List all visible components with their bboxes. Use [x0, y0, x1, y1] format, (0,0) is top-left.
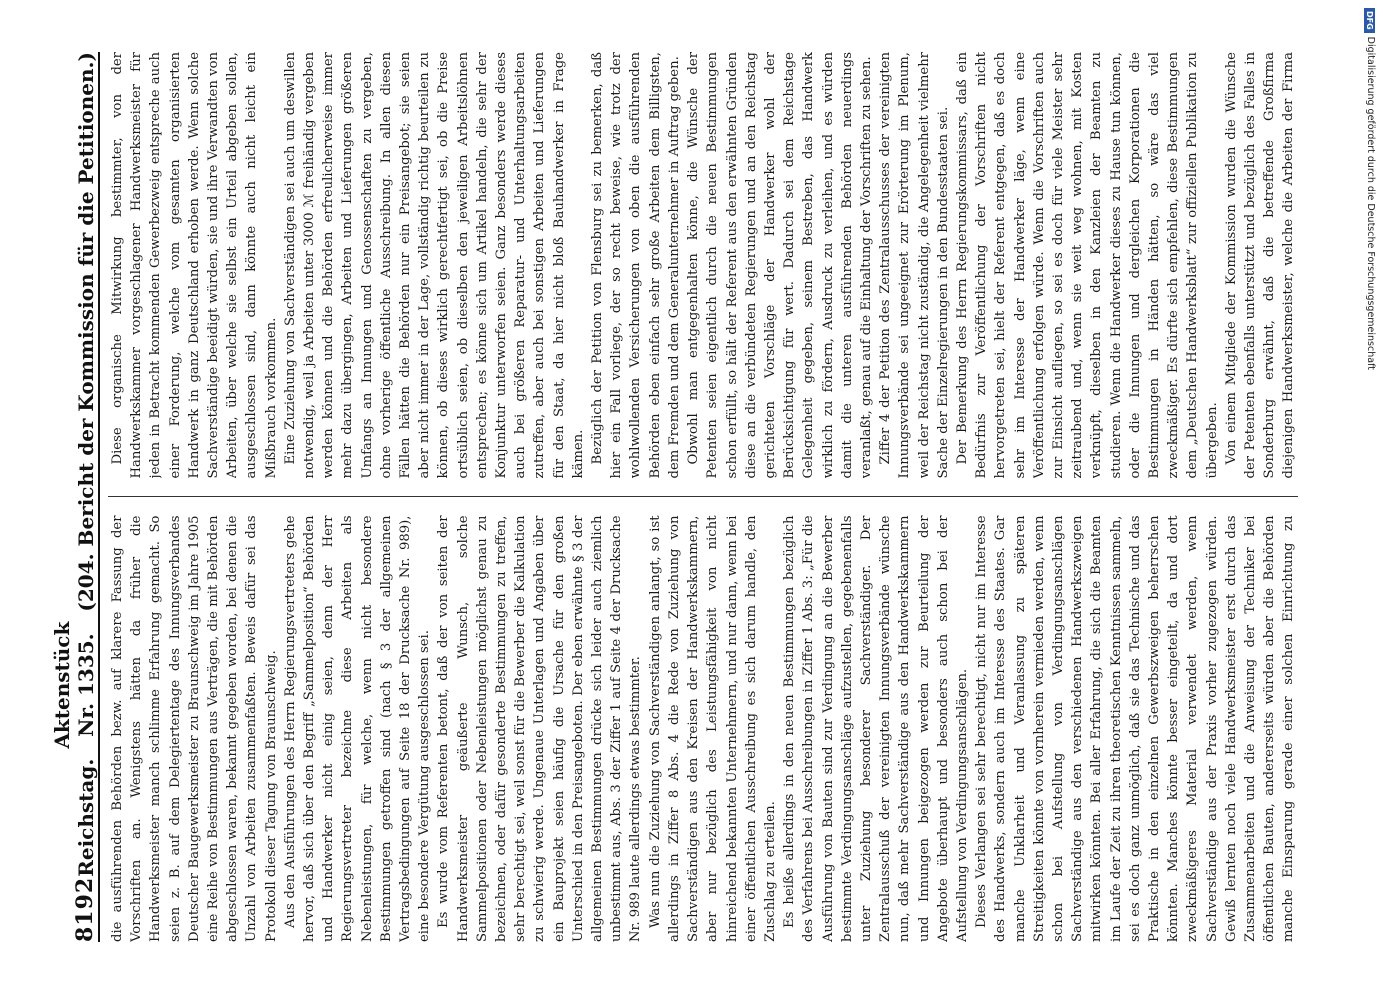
paragraph: Obwohl man entgegenhalten könne, die Wünsche der Petenten seien eigentlich durch die neuen Bestimmungen schon erfüllt, so hält der Referent aus den erwähnten Gründen diese an die verbündeten Regierungen und an den Reichstag gerichteten Vorschläge der Handwerker wohl der Berücksichtigung für wert. Dadurch sei dem Reichstage Gelegenheit gegeben, seinem Bestreben, das Handwerk wirklich zu fördern, Ausdruck zu verleihen, und es würden damit die unteren ausführenden Behörden neuerdings veranlaßt, genau auf die Einhaltung der Vorschriften zu sehen.	[686, 52, 874, 479]
paragraph: Es wurde vom Referenten betont, daß der von seiten der Handwerksmeister geäußerte Wunsch, solche Sammelpositionen oder Nebenleistungen möglichst genau zu bezeichnen, oder dafür gesonderte Bestimmungen zu treffen, sehr berechtigt sei, weil sonst für die Bewerber die Kalkulation zu schwierig werde. Ungenaue Unterlagen und Angaben über ein Bauprojekt seien häufig die Ursache für den großen Unterschied in den Preisangeboten. Der eben erwähnte § 3 der allgemeinen Bestimmungen drücke sich leider auch ziemlich unbestimmt aus, Abs. 3 der Ziffer 1 auf Seite 4 der Drucksache Nr. 989 laute allerdings etwas bestimmter.	[436, 515, 644, 942]
header-center-title: Aktenstück Nr. 1335.	[50, 621, 98, 749]
paragraph: Von einem Mitgliede der Kommission wurden die Wünsche der Petenten ebenfalls unterstützt und bezüglich des Falles in Sonderburg erwähnt, daß die betreffende Großfirma diejenigen Handwerksmeister, welche die Arbeiten der Firma	[1223, 52, 1297, 479]
column-left	[108, 516, 1298, 943]
dfg-logo-icon: DFG	[1365, 8, 1376, 33]
paragraph: Eine Zuziehung von Sachverständigen sei auch um deswillen notwendig, weil ja Arbeiten unter 3000 ℳ freihändig vergeben werden können und die Behörden erfreulicherweise immer mehr dazu übergingen, Arbeiten und Lieferungen größeren Umfangs an Innungen und Genossenschaften zu vergeben, ohne vorherige öffentliche Ausschreibung. In allen diesen Fällen hätten die Behörden nur ein Preisangebot; sie seien aber nicht immer in der Lage, vollständig richtig beurteilen zu können, ob dieses wirklich gerechtfertigt sei, ob die Preise ortsüblich seien, ob dieselben den jeweiligen Arbeitslöhnen entsprechen; es könne sich um Artikel handeln, die sehr der Konjunktur unterworfen seien. Ganz besonders werde dieses auch bei größeren Reparatur- und Unterhaltungsarbeiten zutreffen, aber auch bei sonstigen Arbeiten und Lieferungen für den Staat, da hier nicht bloß Bauhandwerker in Frage kämen.	[282, 52, 586, 479]
paragraph: Es heiße allerdings in den neuen Bestimmungen bezüglich des Verfahrens bei Ausschreibungen in Ziffer 1 Abs. 3: „Für die Ausführung von Bauten sind zur Verdingung an die Bewerber bestimmte Verdingungsanschläge aufzustellen, gegebenenfalls unter Zuziehung besonderer Sachverständiger. Der Zentralausschuß der vereinigten Innungsverbände wünsche nun, daß mehr Sachverständige aus den Handwerkskammern und Innungen beigezogen werden zur Beurteilung der Angebote überhaupt und besonders auch schon bei der Aufstellung von Verdingungsanschlägen.	[782, 515, 970, 942]
paragraph: Was nun die Zuziehung von Sachverständigen anlangt, so ist allerdings in Ziffer 8 Abs. 4 die Rede von Zuziehung von Sachverständigen aus den Kreisen der Handwerkskammern, aber nur bezüglich des Leistungsfähigkeit von nicht hinreichend bekannten Unternehmern, und nur dann, wenn bei einer öffentlichen Ausschreibung es sich darum handle, den Zuschlag zu erteilen.	[647, 515, 778, 942]
header-left-title: Reichstag.	[74, 758, 98, 877]
column-right	[108, 52, 1298, 479]
paragraph: Dieses Verlangen sei sehr berechtigt, nicht nur im Interesse des Handwerks, sondern auch im Interesse des Staates. Gar manche Unklarheit und Veranlassung zu späteren Streitigkeiten könnte von vornherein vermieden werden, wenn schon bei Aufstellung von Verdingungsanschlägen Sachverständige aus den verschiedenen Handwerkszweigen mitwirken könnten. Bei aller Erfahrung, die sich die Beamten im Laufe der Zeit zu ihren theoretischen Kenntnissen sammeln, sei es doch ganz unmöglich, daß sie das Technische und das Praktische in den einzelnen Gewerbszweigen beherrschen könnten. Manches könnte besser eingeteilt, da und dort zweckmäßigeres Material verwendet werden, wenn Sachverständige aus der Praxis vorher zugezogen würden. Gewiß lernten noch viele Handwerksmeister erst durch das Zusammenarbeiten und die Anweisung der Techniker bei öffentlichen Bauten, andererseits würden aber die Behörden manche Einsparung gerade einer solchen Einrichtung zu	[974, 515, 1297, 942]
digitization-credit	[1361, 8, 1379, 988]
paragraph: Ziffer 4 der Petition des Zentralausschusses der vereinigten Innungsverbände sei ungeeignet zur Erörterung im Plenum, weil der Reichstag nicht zuständig, die Angelegenheit vielmehr Sache der Einzelregierungen in den Bundesstaaten sei.	[878, 52, 951, 479]
digitization-credit-text: Digitalisierung gefördert durch die Deutsche Forschungsgemeinschaft	[1365, 36, 1376, 370]
paragraph: Bezüglich der Petition von Flensburg sei zu bemerken, daß hier ein Fall vorliege, der so recht beweise, wie trotz der wohlwollenden Versicherungen von oben die ausführenden Behörden eben einfach sehr große Arbeiten dem Billigsten, dem Fremden und dem Generalunternehmer in Auftrag geben.	[590, 52, 682, 479]
text-columns	[108, 52, 1298, 942]
column-divider	[108, 497, 1298, 498]
header-right-title: (204. Bericht der Kommission für die Petitionen.)	[74, 52, 98, 612]
paragraph: Diese organische Mitwirkung bestimmter, von der Handwerkskammer vorgeschlagener Handwerksmeister für jeden in Betracht kommenden Gewerbezweig entspreche auch einer Forderung, welche vom gesamten organisierten Handwerk in ganz Deutschland erhoben werde. Wenn solche Sachverständige beeidigt würden, sie und ihre Verwandten von Arbeiten, über welche sie selbst ein Urteil abgeben sollen, ausgeschlossen sind, dann könnte auch nicht leicht ein Mißbrauch vorkommen.	[110, 52, 279, 479]
page-header	[50, 52, 100, 942]
digitization-credit-strip	[1361, 8, 1379, 988]
paragraph: Der Bemerkung des Herrn Regierungskommissars, daß ein Bedürfnis zur Veröffentlichung der Vorschriften nicht hervorgetreten sei, hielt der Referent entgegen, daß es doch sehr im Interesse der Handwerker läge, wenn eine Veröffentlichung erfolgen würde. Wenn die Vorschriften auch zur Einsicht aufliegen, so sei es doch für viele Meister sehr zeitraubend und, wenn sie weit weg wohnen, mit Kosten verknüpft, dieselben in den Kanzleien der Beamten zu studieren. Wenn die Handwerker dieses zu Hause tun können, oder die Innungen und dergleichen Korporationen die Bestimmungen in Händen hätten, so wäre das viel zweckmäßiger. Es dürfte sich empfehlen, diese Bestimmungen dem „Deutschen Handwerksblatt“ zur offiziellen Publikation zu übergeben.	[954, 52, 1220, 479]
paragraph: die ausführenden Behörden bezw. auf klarere Fassung der Vorschriften an. Wenigstens hätten da früher die Handwerksmeister manch schlimme Erfahrung gemacht. So seien z. B. auf dem Delegiertentage des Innungsverbandes Deutscher Baugewerksmeister zu Braunschweig im Jahre 1905 eine Reihe von Bestimmungen aus Verträgen, die mit Behörden abgeschlossen waren, bekannt gegeben worden, bei denen die Unzahl von Arbeiten zusammenfaßten. Beweis dafür sei das Protokoll dieser Tagung von Braunschweig.	[110, 515, 279, 942]
paragraph: Aus den Ausführungen des Herrn Regierungsvertreters gehe hervor, daß sich über den Begriff „Sammelposition“ Behörden und Handwerker nicht einig seien, denn der Herr Regierungsvertreter bezeichne diese Arbeiten als Nebenleistungen, für welche, wenn nicht besondere Bestimmungen getroffen sind (nach § 3 der allgemeinen Vertragsbedingungen auf Seite 18 der Drucksache Nr. 989), eine besondere Vergütung ausgeschlossen sei.	[282, 515, 433, 942]
page-number: 8192	[72, 876, 98, 942]
